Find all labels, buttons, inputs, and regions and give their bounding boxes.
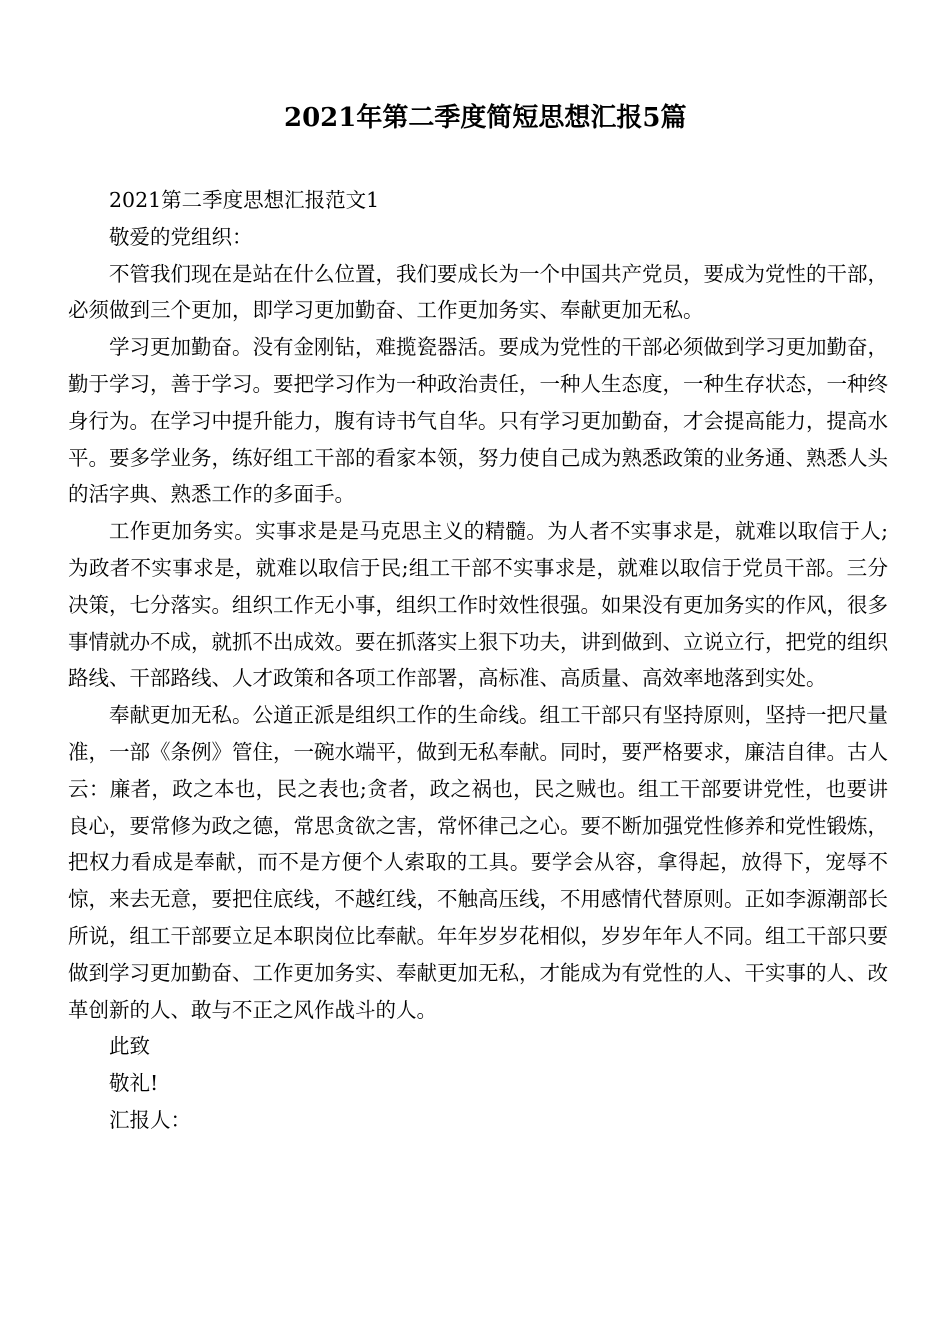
body-paragraph: 奉献更加无私。公道正派是组织工作的生命线。组工干部只有坚持原则，坚持一把尺量准，一部《条例》管住，一碗水端平，做到无私奉献。同时，要严格要求，廉洁自律。古人云：廉者，政之本也，民之表也;贪者，政之祸也，民之贼也。组工干部要讲党性，也要讲良心，要常修为政之德，常思贪欲之害，常怀律己之心。要不断加强党性修养和党性锻炼，把权力看成是奉献，而不是方便个人索取的工具。要学会从容，拿得起，放得下，宠辱不惊，来去无意，要把住底线，不越红线，不触高压线，不用感情代替原则。正如李源潮部长所说，组工干部要立足本职岗位比奉献。年年岁岁花相似，岁岁年年人不同。组工干部只要做到学习更加勤奋、工作更加务实、奉献更加无私，才能成为有党性的人、干实事的人、改革创新的人、敢与不正之风作战斗的人。 [68,703,888,1022]
closing-line: 此致 [109,1034,150,1059]
document-page [68,96,888,1139]
document-title: 2021年第二季度简短思想汇报5篇 [284,103,687,133]
report-subtitle: 2021第二季度思想汇报范文1 [109,188,380,212]
salutation: 敬爱的党组织： [109,224,253,249]
document-body [68,182,888,1139]
body-paragraph: 工作更加务实。实事求是是马克思主义的精髓。为人者不实事求是，就难以取信于人;为政者不实事求是，就难以取信于民;组工干部不实事求是，就难以取信于党员干部。三分决策，七分落实。组织工作无小事，组织工作时效性很强。如果没有更加务实的作风，很多事情就办不成，就抓不出成效。要在抓落实上狠下功夫，讲到做到、立说立行，把党的组织路线、干部路线、人才政策和各项工作部署，高标准、高质量、高效率地落到实处。 [68,519,888,691]
body-paragraph: 不管我们现在是站在什么位置，我们要成长为一个中国共产党员，要成为党性的干部，必须做到三个更加，即学习更加勤奋、工作更加务实、奉献更加无私。 [68,261,888,323]
signature-line: 汇报人： [109,1107,191,1132]
closing-salute: 敬礼! [109,1071,159,1096]
body-paragraph: 学习更加勤奋。没有金刚钻，难揽瓷器活。要成为党性的干部必须做到学习更加勤奋，勤于学习，善于学习。要把学习作为一种政治责任，一种人生态度，一种生存状态，一种终身行为。在学习中提升能力，腹有诗书气自华。只有学习更加勤奋，才会提高能力，提高水平。要多学业务，练好组工干部的看家本领，努力使自己成为熟悉政策的业务通、熟悉人头的活字典、熟悉工作的多面手。 [68,335,888,507]
